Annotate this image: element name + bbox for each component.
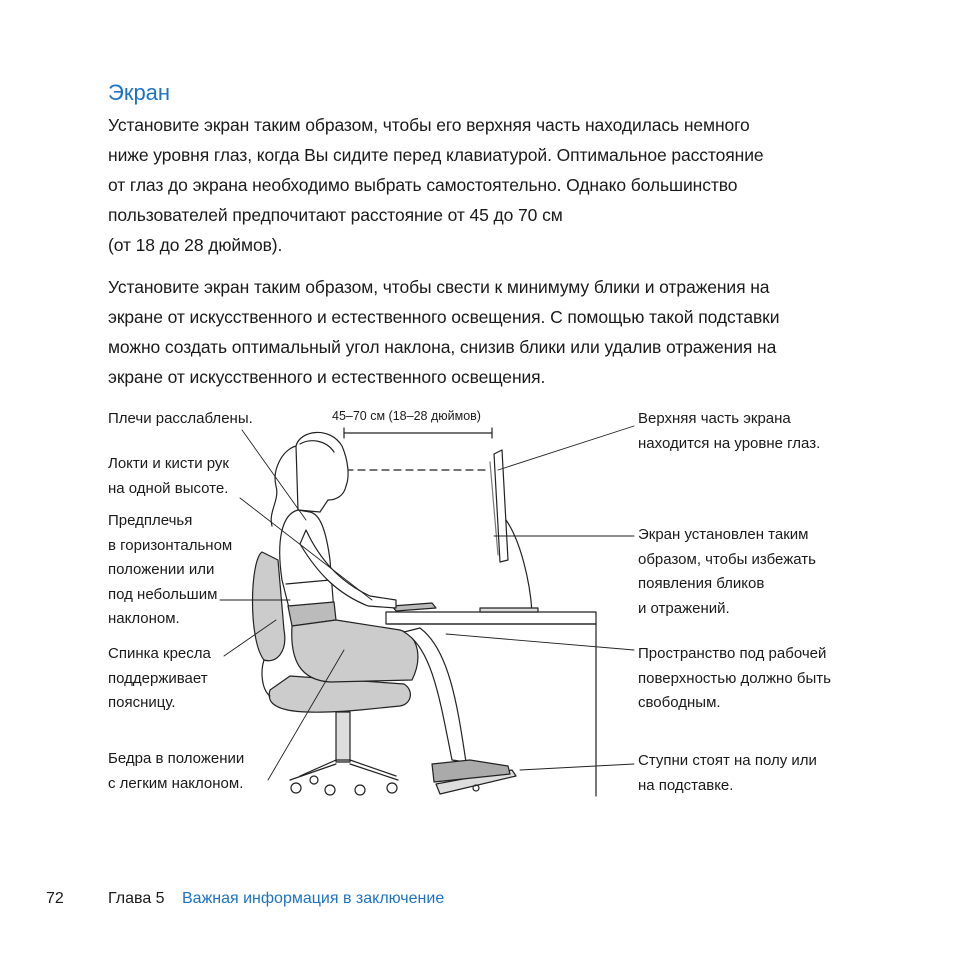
distance-label: 45–70 см (18–28 дюймов): [332, 409, 481, 423]
distance-dimension: [344, 428, 492, 438]
label-line: поддерживает: [108, 669, 208, 687]
label-line: наклоном.: [108, 610, 180, 627]
label-line: Спинка кресла: [108, 645, 211, 662]
monitor: [480, 450, 538, 612]
page-number: 72: [46, 890, 64, 907]
label-shoulders: [108, 407, 253, 432]
label-screen-top: [638, 407, 820, 456]
label-line: появления бликов: [638, 575, 765, 592]
label-line: Плечи расслаблены.: [108, 410, 253, 427]
paragraph-line: ниже уровня глаз, когда Вы сидите перед клавиатурой. Оптимальное расстояние: [108, 145, 764, 165]
label-line: Экран установлен таким: [638, 526, 809, 543]
label-feet: [638, 749, 817, 798]
label-line: на подставке.: [638, 776, 734, 794]
label-forearms: [108, 509, 232, 632]
label-line: и отражений.: [638, 599, 730, 617]
label-line: образом, чтобы избежать: [638, 550, 816, 568]
paragraph-line: экране от искусственного и естественного освещения. С помощью такой подставки: [108, 307, 780, 327]
paragraph-line: от глаз до экрана необходимо выбрать самостоятельно. Однако большинство: [108, 175, 738, 195]
label-thighs: [108, 747, 244, 796]
paragraph-line: можно создать оптимальный угол наклона, снизив блики или удалив отражения на: [108, 337, 777, 357]
person: [271, 432, 510, 782]
paragraph-line: (от 18 до 28 дюймов).: [108, 235, 283, 255]
label-line: Локти и кисти рук: [108, 455, 229, 472]
label-line: поверхностью должно быть: [638, 669, 831, 687]
paragraph-line: Установите экран таким образом, чтобы свести к минимуму блики и отражения на: [108, 277, 770, 297]
label-line: Бедра в положении: [108, 750, 245, 767]
label-line: Верхняя часть экрана: [638, 410, 791, 427]
section-title: Экран: [108, 80, 171, 105]
label-line: с легким наклоном.: [108, 774, 244, 792]
label-line: под небольшим: [108, 585, 218, 603]
chapter-label: Глава 5: [108, 890, 165, 907]
label-space: [638, 642, 831, 716]
chapter-title-link[interactable]: Важная информация в заключение: [182, 890, 445, 907]
label-line: положении или: [108, 561, 215, 578]
label-chair-back: [108, 642, 211, 716]
label-line: Пространство под рабочей: [638, 645, 827, 662]
label-line: свободным.: [638, 694, 721, 711]
paragraph-line: экране от искусственного и естественного освещения.: [108, 367, 546, 387]
label-screen-angle: [638, 523, 816, 621]
label-elbows: [108, 452, 229, 501]
paragraph-line: пользователей предпочитают расстояние от 45 до 70 см: [108, 205, 563, 225]
label-line: Предплечья: [108, 512, 193, 529]
label-line: поясницу.: [108, 694, 176, 711]
label-line: находится на уровне глаз.: [638, 434, 821, 452]
keyboard: [392, 603, 436, 611]
label-line: в горизонтальном: [108, 536, 233, 554]
label-line: Ступни стоят на полу или: [638, 752, 817, 769]
paragraph-line: Установите экран таким образом, чтобы его верхняя часть находилась немного: [108, 115, 750, 135]
label-line: на одной высоте.: [108, 479, 229, 497]
